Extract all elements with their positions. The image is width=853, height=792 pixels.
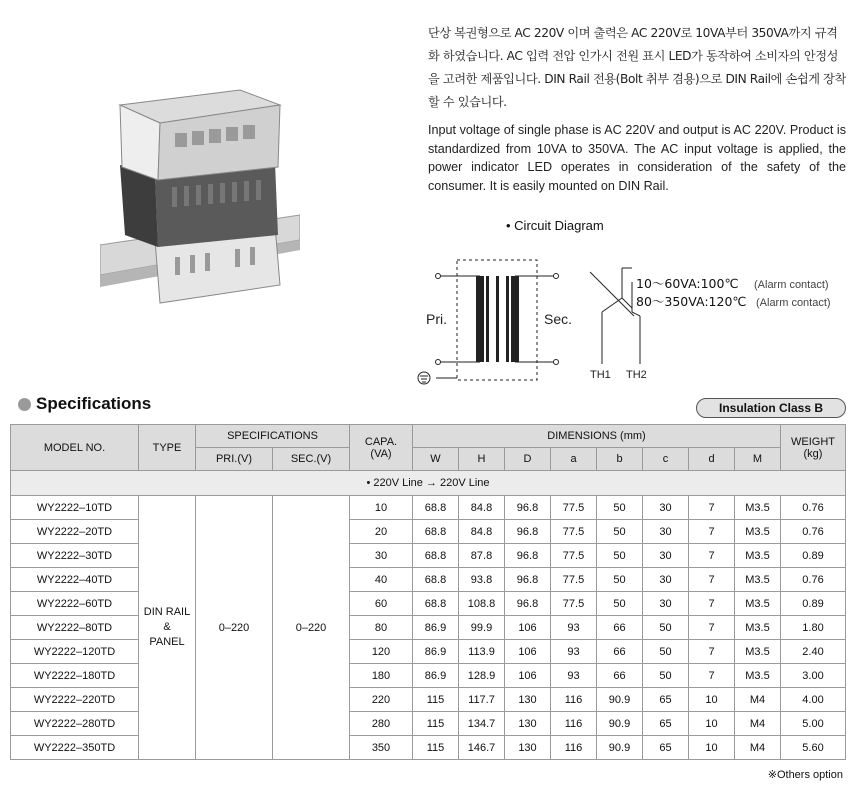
- dim-d-small-cell: 10: [689, 688, 735, 712]
- capa-cell: 10: [350, 496, 413, 520]
- dim-a-cell: 93: [551, 664, 597, 688]
- alarm-note-1: (Alarm contact): [754, 279, 829, 291]
- capa-cell: 280: [350, 712, 413, 736]
- pri-voltage-cell: 0–220: [196, 496, 273, 760]
- capa-cell: 180: [350, 664, 413, 688]
- dim-a-cell: 77.5: [551, 544, 597, 568]
- header-dim-c: c: [643, 448, 689, 471]
- dim-m-cell: M4: [735, 712, 781, 736]
- dim-a-cell: 116: [551, 688, 597, 712]
- dim-c-cell: 30: [643, 544, 689, 568]
- dim-m-cell: M3.5: [735, 640, 781, 664]
- table-row: [11, 568, 846, 592]
- model-cell: WY2222–280TD: [11, 712, 139, 736]
- dim-d-small-cell: 10: [689, 712, 735, 736]
- header-dim-d-small: d: [689, 448, 735, 471]
- dim-c-cell: 50: [643, 640, 689, 664]
- dim-d-small-cell: 7: [689, 592, 735, 616]
- capa-cell: 30: [350, 544, 413, 568]
- dim-a-cell: 77.5: [551, 568, 597, 592]
- dim-d-cell: 96.8: [505, 568, 551, 592]
- dim-a-cell: 93: [551, 640, 597, 664]
- dim-m-cell: M3.5: [735, 664, 781, 688]
- weight-cell: 0.76: [781, 496, 846, 520]
- table-row: [11, 640, 846, 664]
- table-row: [11, 712, 846, 736]
- type-line: DIN RAIL: [143, 606, 191, 618]
- weight-cell: 0.89: [781, 544, 846, 568]
- model-cell: WY2222–80TD: [11, 616, 139, 640]
- sec-voltage-cell: 0–220: [273, 496, 350, 760]
- dim-b-cell: 50: [597, 592, 643, 616]
- dim-w-cell: 115: [413, 712, 459, 736]
- dim-d-cell: 130: [505, 688, 551, 712]
- weight-cell: 3.00: [781, 664, 846, 688]
- header-pri: PRI.(V): [196, 448, 273, 471]
- dim-w-cell: 115: [413, 688, 459, 712]
- dim-a-cell: 116: [551, 712, 597, 736]
- table-row: [11, 544, 846, 568]
- dim-d-cell: 96.8: [505, 520, 551, 544]
- bullet-dot-icon: [18, 398, 31, 411]
- table-row: [11, 616, 846, 640]
- dim-a-cell: 77.5: [551, 520, 597, 544]
- header-dim-m: M: [735, 448, 781, 471]
- dim-d-small-cell: 7: [689, 520, 735, 544]
- header-dim-a: a: [551, 448, 597, 471]
- dim-h-cell: 87.8: [459, 544, 505, 568]
- dim-m-cell: M3.5: [735, 616, 781, 640]
- dim-b-cell: 66: [597, 616, 643, 640]
- dim-d-cell: 96.8: [505, 544, 551, 568]
- dim-b-cell: 90.9: [597, 736, 643, 760]
- dim-c-cell: 65: [643, 688, 689, 712]
- dim-b-cell: 50: [597, 496, 643, 520]
- dim-a-cell: 77.5: [551, 592, 597, 616]
- dim-c-cell: 50: [643, 616, 689, 640]
- dim-b-cell: 50: [597, 520, 643, 544]
- description-english: Input voltage of single phase is AC 220V and output is AC 220V. Product is standardized from 10VA to 350VA. The AC input voltage is applied, the power indicator LED operates in consideration of the safety of the consumer. It is easily mounted on DIN Rail.: [428, 123, 846, 193]
- dim-d-cell: 96.8: [505, 592, 551, 616]
- dim-a-cell: 116: [551, 736, 597, 760]
- dim-d-small-cell: 7: [689, 544, 735, 568]
- description-korean: 단상 복권형으로 AC 220V 이며 출력은 AC 220V로 10VA부터 350VA까지 규격화 하였습니다. AC 입력 전압 인가시 전원 표시 LED가 동작하여 소비자의 안정성을 고려한 제품입니다. DIN Rail 전용(Bolt 취부 겸용)으로 DIN Rail에 손쉽게 장착 할 수 있습니다.: [428, 26, 846, 109]
- dim-h-cell: 99.9: [459, 616, 505, 640]
- dim-b-cell: 50: [597, 544, 643, 568]
- dim-c-cell: 30: [643, 520, 689, 544]
- model-cell: WY2222–60TD: [11, 592, 139, 616]
- transformer-product-image: [100, 75, 300, 315]
- footnote: ※Others option: [767, 769, 843, 781]
- alarm-note-2: (Alarm contact): [756, 297, 831, 309]
- dim-d-small-cell: 7: [689, 496, 735, 520]
- specifications-heading: [18, 394, 151, 414]
- dim-b-cell: 90.9: [597, 712, 643, 736]
- dim-d-small-cell: 10: [689, 736, 735, 760]
- table-row: [11, 664, 846, 688]
- model-cell: WY2222–180TD: [11, 664, 139, 688]
- dim-w-cell: 68.8: [413, 520, 459, 544]
- dim-w-cell: 86.9: [413, 640, 459, 664]
- header-sec: SEC.(V): [273, 448, 350, 471]
- capa-cell: 60: [350, 592, 413, 616]
- dim-d-cell: 106: [505, 664, 551, 688]
- weight-cell: 2.40: [781, 640, 846, 664]
- dim-m-cell: M4: [735, 688, 781, 712]
- dim-h-cell: 146.7: [459, 736, 505, 760]
- section-row: • 220V Line → 220V Line: [11, 471, 846, 496]
- circuit-diagram-title: • Circuit Diagram: [506, 218, 604, 233]
- dim-c-cell: 50: [643, 664, 689, 688]
- dim-w-cell: 68.8: [413, 592, 459, 616]
- header-model: MODEL NO.: [11, 425, 139, 471]
- header-dim-b: b: [597, 448, 643, 471]
- dim-c-cell: 30: [643, 496, 689, 520]
- header-dimensions: DIMENSIONS (mm): [413, 425, 781, 448]
- dim-w-cell: 86.9: [413, 616, 459, 640]
- weight-cell: 0.76: [781, 568, 846, 592]
- dim-w-cell: 68.8: [413, 544, 459, 568]
- dim-d-cell: 106: [505, 640, 551, 664]
- dim-b-cell: 66: [597, 640, 643, 664]
- dim-d-cell: 130: [505, 736, 551, 760]
- header-dim-h: H: [459, 448, 505, 471]
- dim-b-cell: 90.9: [597, 688, 643, 712]
- weight-cell: 0.89: [781, 592, 846, 616]
- dim-w-cell: 86.9: [413, 664, 459, 688]
- alarm-spec-2: 80～350VA:120℃: [636, 294, 747, 309]
- dim-d-cell: 106: [505, 616, 551, 640]
- circuit-diagram: [410, 250, 850, 390]
- dim-a-cell: 93: [551, 616, 597, 640]
- type-line: &: [163, 621, 171, 633]
- dim-w-cell: 68.8: [413, 568, 459, 592]
- header-weight: WEIGHT (kg): [781, 425, 846, 471]
- model-cell: WY2222–220TD: [11, 688, 139, 712]
- model-cell: WY2222–10TD: [11, 496, 139, 520]
- th2-label: TH2: [626, 369, 647, 381]
- dim-c-cell: 30: [643, 592, 689, 616]
- capa-cell: 350: [350, 736, 413, 760]
- dim-m-cell: M3.5: [735, 592, 781, 616]
- specifications-title: Specifications: [36, 394, 152, 413]
- dim-h-cell: 93.8: [459, 568, 505, 592]
- dim-c-cell: 65: [643, 736, 689, 760]
- table-row: [11, 520, 846, 544]
- dim-h-cell: 117.7: [459, 688, 505, 712]
- dim-d-small-cell: 7: [689, 616, 735, 640]
- capa-cell: 40: [350, 568, 413, 592]
- capa-cell: 80: [350, 616, 413, 640]
- weight-cell: 5.00: [781, 712, 846, 736]
- dim-c-cell: 65: [643, 712, 689, 736]
- weight-cell: 1.80: [781, 616, 846, 640]
- dim-h-cell: 113.9: [459, 640, 505, 664]
- header-dim-d: D: [505, 448, 551, 471]
- primary-label: Pri.: [426, 311, 447, 327]
- header-capa: CAPA. (VA): [350, 425, 413, 471]
- dim-h-cell: 128.9: [459, 664, 505, 688]
- type-line: PANEL: [149, 636, 185, 648]
- model-cell: WY2222–30TD: [11, 544, 139, 568]
- dim-h-cell: 84.8: [459, 520, 505, 544]
- dim-b-cell: 66: [597, 664, 643, 688]
- model-cell: WY2222–20TD: [11, 520, 139, 544]
- dim-m-cell: M3.5: [735, 496, 781, 520]
- dim-m-cell: M4: [735, 736, 781, 760]
- dim-w-cell: 68.8: [413, 496, 459, 520]
- header-type: TYPE: [139, 425, 196, 471]
- insulation-class-badge: Insulation Class B: [696, 398, 846, 418]
- capa-cell: 20: [350, 520, 413, 544]
- type-cell: [139, 496, 196, 760]
- dim-d-cell: 96.8: [505, 496, 551, 520]
- model-cell: WY2222–350TD: [11, 736, 139, 760]
- alarm-spec-1: 10～60VA:100℃: [636, 276, 739, 291]
- model-cell: WY2222–120TD: [11, 640, 139, 664]
- capa-cell: 220: [350, 688, 413, 712]
- table-row: [11, 496, 846, 520]
- header-dim-w: W: [413, 448, 459, 471]
- weight-cell: 0.76: [781, 520, 846, 544]
- dim-d-cell: 130: [505, 712, 551, 736]
- table-row: [11, 592, 846, 616]
- weight-cell: 5.60: [781, 736, 846, 760]
- dim-a-cell: 77.5: [551, 496, 597, 520]
- th1-label: TH1: [590, 369, 611, 381]
- dim-h-cell: 134.7: [459, 712, 505, 736]
- header-specifications: SPECIFICATIONS: [196, 425, 350, 448]
- dim-w-cell: 115: [413, 736, 459, 760]
- dim-d-small-cell: 7: [689, 568, 735, 592]
- dim-h-cell: 84.8: [459, 496, 505, 520]
- model-cell: WY2222–40TD: [11, 568, 139, 592]
- dim-c-cell: 30: [643, 568, 689, 592]
- dim-b-cell: 50: [597, 568, 643, 592]
- specifications-table: [10, 424, 846, 760]
- dim-m-cell: M3.5: [735, 544, 781, 568]
- dim-h-cell: 108.8: [459, 592, 505, 616]
- capa-cell: 120: [350, 640, 413, 664]
- dim-d-small-cell: 7: [689, 640, 735, 664]
- dim-d-small-cell: 7: [689, 664, 735, 688]
- weight-cell: 4.00: [781, 688, 846, 712]
- table-row: [11, 688, 846, 712]
- dim-m-cell: M3.5: [735, 520, 781, 544]
- secondary-label: Sec.: [544, 311, 573, 327]
- table-row: [11, 736, 846, 760]
- dim-m-cell: M3.5: [735, 568, 781, 592]
